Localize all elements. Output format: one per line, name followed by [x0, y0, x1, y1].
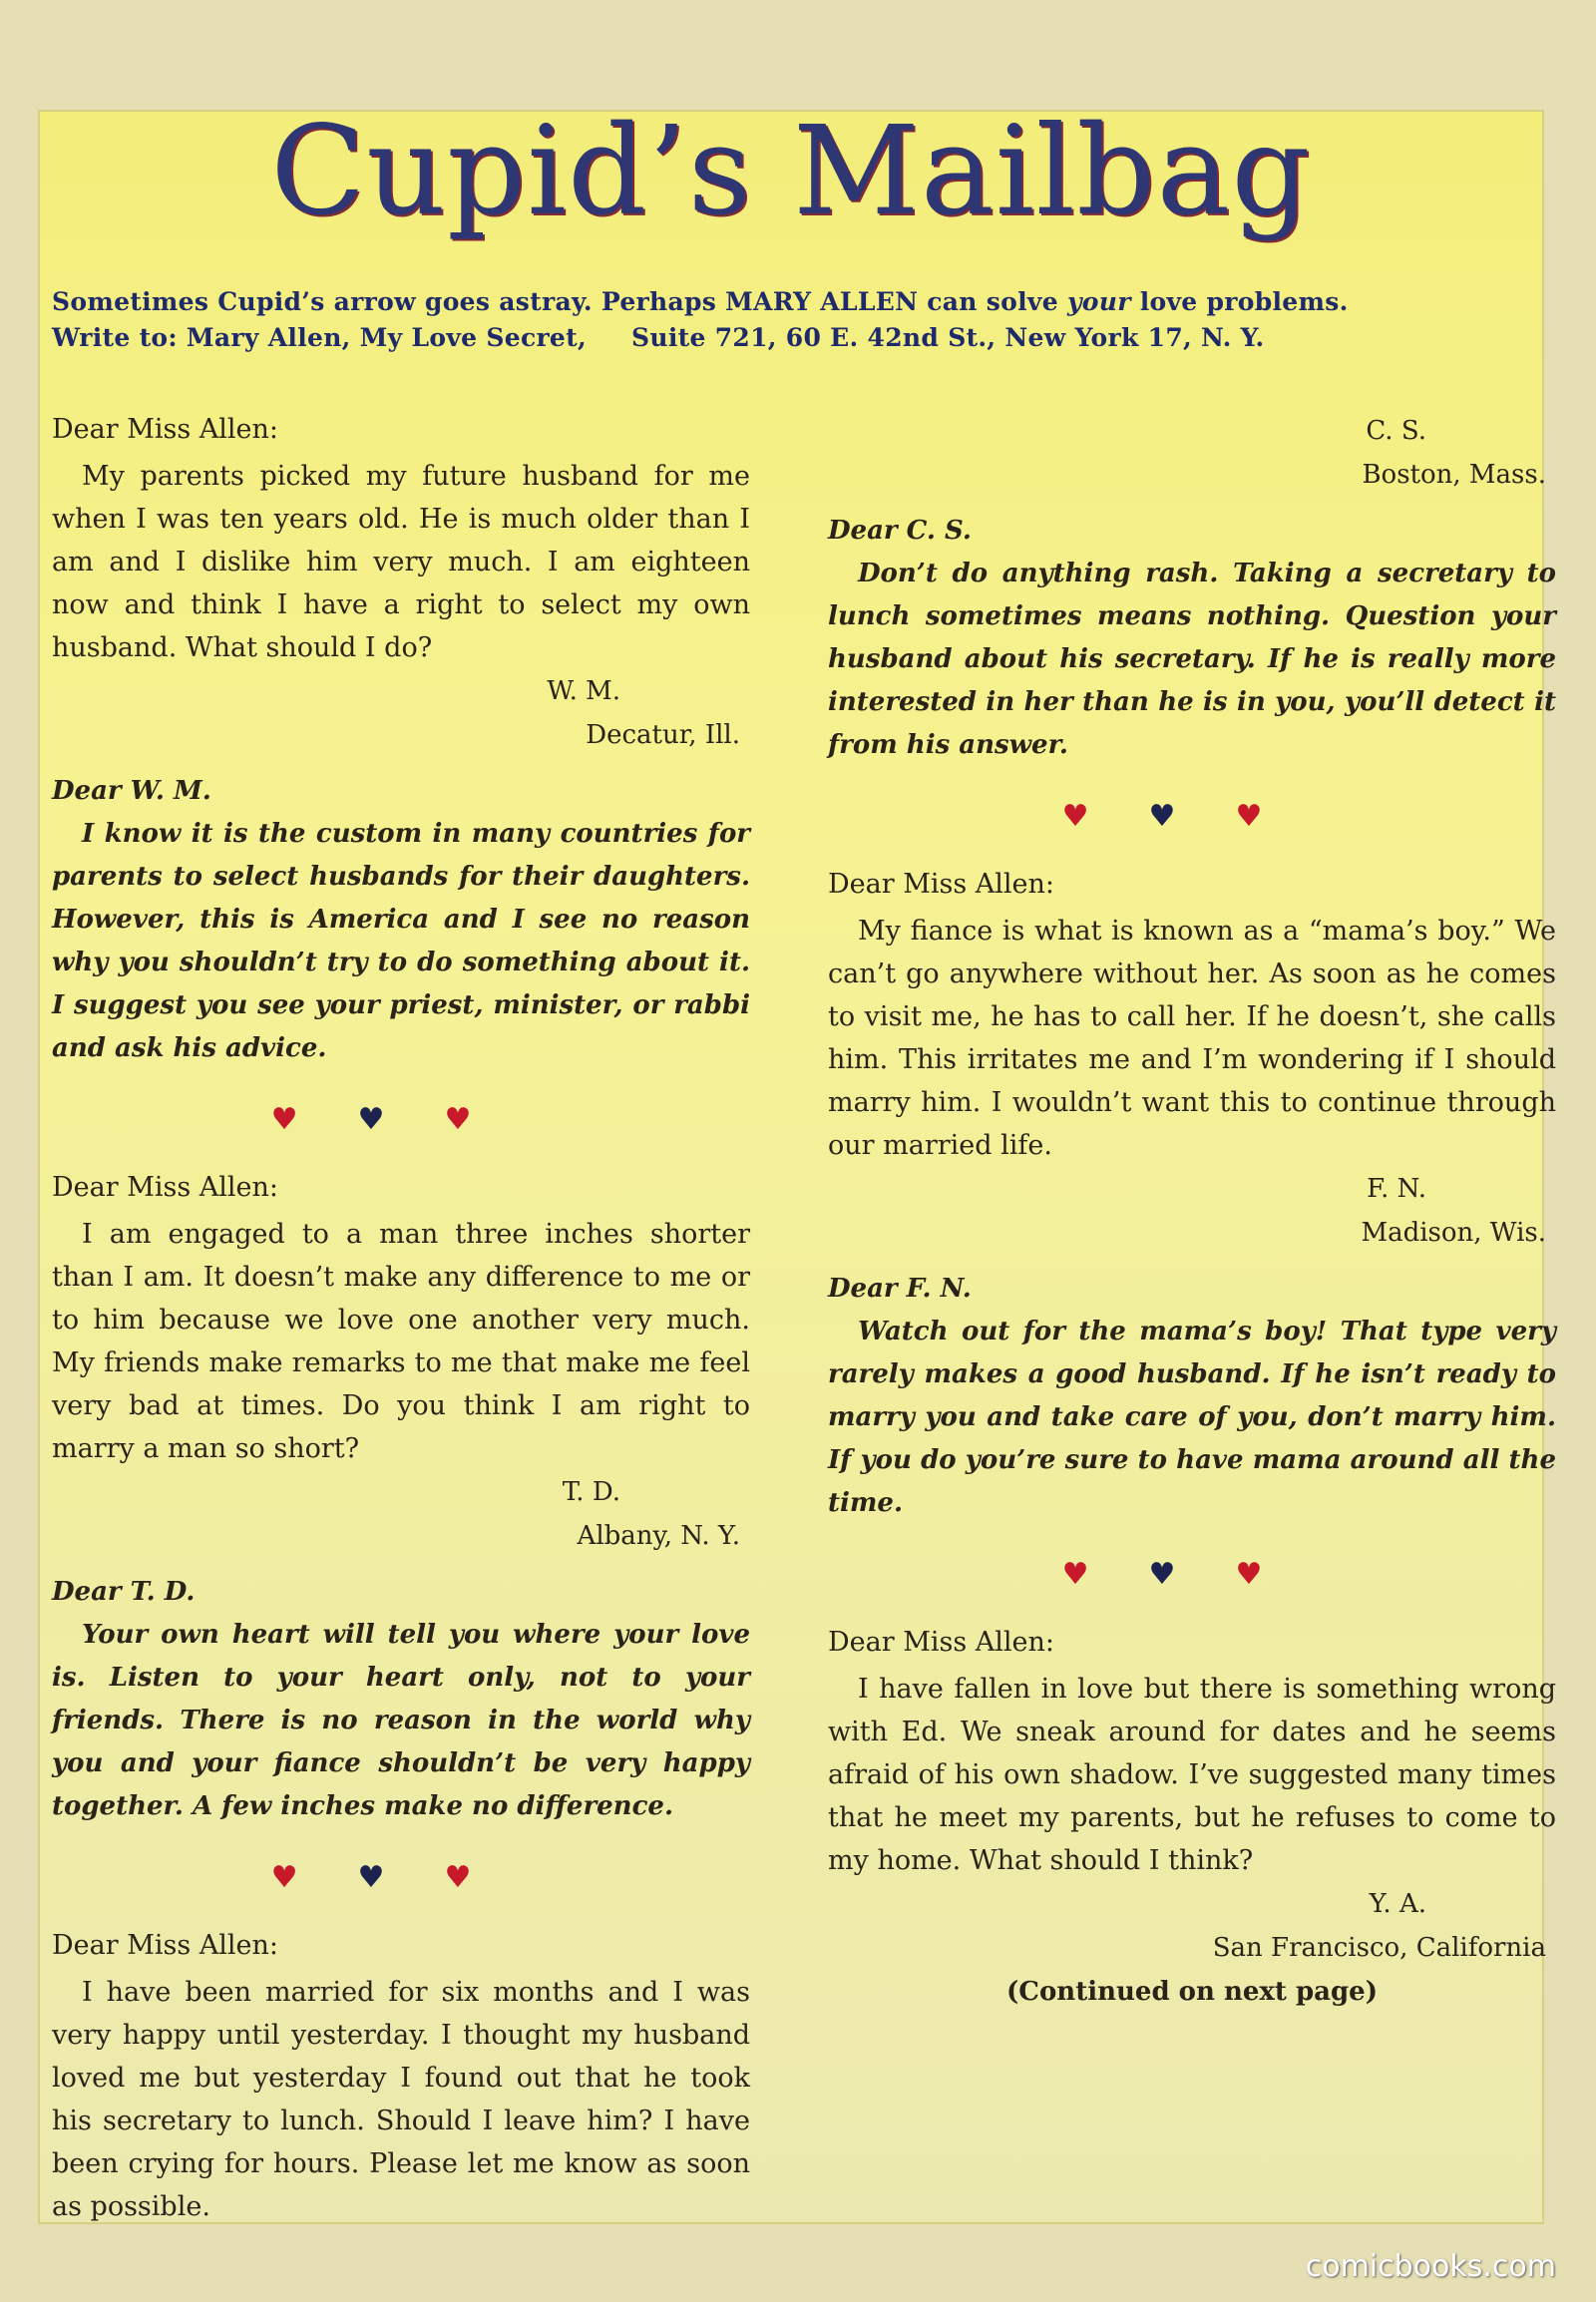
letter-1 — [52, 409, 750, 757]
intro-text: Sometimes Cupid’s arrow goes astray. Perhaps MARY ALLEN can solve — [52, 287, 1067, 316]
hearts-divider — [828, 1557, 1556, 1592]
letter-place: Decatur, Ill. — [586, 720, 740, 750]
letter-place: San Francisco, California — [1212, 1933, 1546, 1963]
letter-salutation: Dear Miss Allen: — [828, 1627, 1055, 1658]
watermark: comicbooks.com — [1305, 2249, 1556, 2284]
continued-note: (Continued on next page) — [1005, 1977, 1379, 2007]
reply-salutation: Dear T. D. — [52, 1577, 196, 1607]
heart-icon: ♥ — [1148, 799, 1236, 834]
reply-salutation: Dear C. S. — [828, 516, 972, 546]
letter-initials: F. N. — [1367, 1174, 1426, 1204]
heart-icon: ♥ — [1235, 799, 1323, 834]
reply-body: I know it is the custom in many countries for parents to select husbands for their daughters. However, this is America and I see no reason why you shouldn’t try to do something about it. I suggest you see your priest, minister, or rabbi and ask his advice. — [52, 819, 750, 1063]
page-title: Cupid’s Mailbag — [270, 100, 1312, 243]
letter-body: I am engaged to a man three inches shorter than I am. It doesn’t make any difference to me or to him because we love one another very much. My friends make remarks to me that make me feel very bad at times. Do you think I am right to marry a man so short? — [52, 1219, 750, 1464]
letter-signature — [828, 409, 1556, 497]
intro-line-1 — [52, 284, 1548, 320]
letter-salutation: Dear Miss Allen: — [52, 414, 279, 445]
letter-2 — [52, 1167, 750, 1558]
reply-4 — [828, 1267, 1556, 1525]
heart-icon: ♥ — [1061, 799, 1149, 834]
letter-5 — [828, 1622, 1556, 1970]
letter-4 — [828, 864, 1556, 1255]
heart-icon: ♥ — [1235, 1557, 1323, 1592]
heart-icon: ♥ — [444, 1102, 532, 1137]
reply-3 — [828, 509, 1556, 767]
letter-signature — [828, 1167, 1556, 1255]
heart-icon: ♥ — [1148, 1557, 1236, 1592]
letter-3 — [52, 1925, 750, 2228]
letter-salutation: Dear Miss Allen: — [52, 1930, 279, 1961]
left-column — [52, 409, 750, 2228]
reply-body: Your own heart will tell you where your love is. Listen to your heart only, not to your friends. There is no reason in the world why you and your fiance shouldn’t be very happy together. A few inches make no difference. — [52, 1620, 750, 1821]
letter-signature — [828, 1882, 1556, 1970]
heart-icon: ♥ — [1061, 1557, 1149, 1592]
reply-2 — [52, 1570, 750, 1828]
letter-place: Albany, N. Y. — [577, 1521, 740, 1551]
letter-body: I have fallen in love but there is something wrong with Ed. We sneak around for dates and he seems afraid of his own shadow. I’ve suggested many times that he meet my parents, but he refuses to come to my home. What should I think? — [828, 1674, 1556, 1876]
letter-body: My parents picked my future husband for me when I was ten years old. He is much older than I am and I dislike him very much. I am eighteen now and think I have a right to select my own husband. What should I do? — [52, 461, 750, 663]
letter-place: Madison, Wis. — [1361, 1218, 1546, 1248]
letter-signature — [52, 1470, 750, 1558]
reply-salutation: Dear W. M. — [52, 776, 211, 806]
right-column — [828, 409, 1556, 2012]
letter-initials: Y. A. — [1369, 1889, 1426, 1919]
letter-initials: T. D. — [562, 1477, 620, 1507]
heart-icon: ♥ — [444, 1860, 532, 1895]
letter-signature — [52, 669, 750, 757]
letter-salutation: Dear Miss Allen: — [828, 869, 1055, 900]
intro-line-2: Write to: Mary Allen, My Love Secret, Suite 721, 60 E. 42nd St., New York 17, N. Y. — [52, 323, 1265, 352]
heart-icon: ♥ — [357, 1860, 445, 1895]
letter-body: I have been married for six months and I was very happy until yesterday. I thought my husband loved me but yesterday I found out that he took his secretary to lunch. Should I leave him? I have been crying for hours. Please let me know as soon as possible. — [52, 1977, 750, 2222]
page — [38, 100, 1556, 2224]
reply-body: Watch out for the mama’s boy! That type very rarely makes a good husband. If he isn’t ready to marry you and take care of you, don’t marry him. If you do you’re sure to have mama around all the time. — [828, 1317, 1556, 1518]
reply-salutation: Dear F. N. — [828, 1274, 972, 1304]
letter-salutation: Dear Miss Allen: — [52, 1172, 279, 1203]
hearts-divider — [52, 1102, 750, 1137]
hearts-divider — [52, 1860, 750, 1895]
heart-icon: ♥ — [270, 1860, 358, 1895]
intro-emphasis: your — [1066, 287, 1131, 316]
hearts-divider — [828, 799, 1556, 834]
letter-initials: C. S. — [1366, 416, 1426, 446]
reply-1 — [52, 769, 750, 1070]
intro-text-end: love problems. — [1130, 287, 1349, 316]
letter-body: My fiance is what is known as a “mama’s boy.” We can’t go anywhere without her. As soon as he comes to visit me, he has to call her. If he doesn’t, she calls him. This irritates me and I’m wondering if I should marry him. I wouldn’t want this to continue through our married life. — [828, 916, 1556, 1161]
heart-icon: ♥ — [270, 1102, 358, 1137]
letter-place: Boston, Mass. — [1362, 460, 1546, 490]
letter-initials: W. M. — [547, 676, 620, 706]
reply-body: Don’t do anything rash. Taking a secretary to lunch sometimes means nothing. Question your husband about his secretary. If he is really more interested in her than he is in you, you’ll detect it from his answer. — [828, 559, 1556, 760]
intro — [52, 284, 1548, 356]
heart-icon: ♥ — [357, 1102, 445, 1137]
